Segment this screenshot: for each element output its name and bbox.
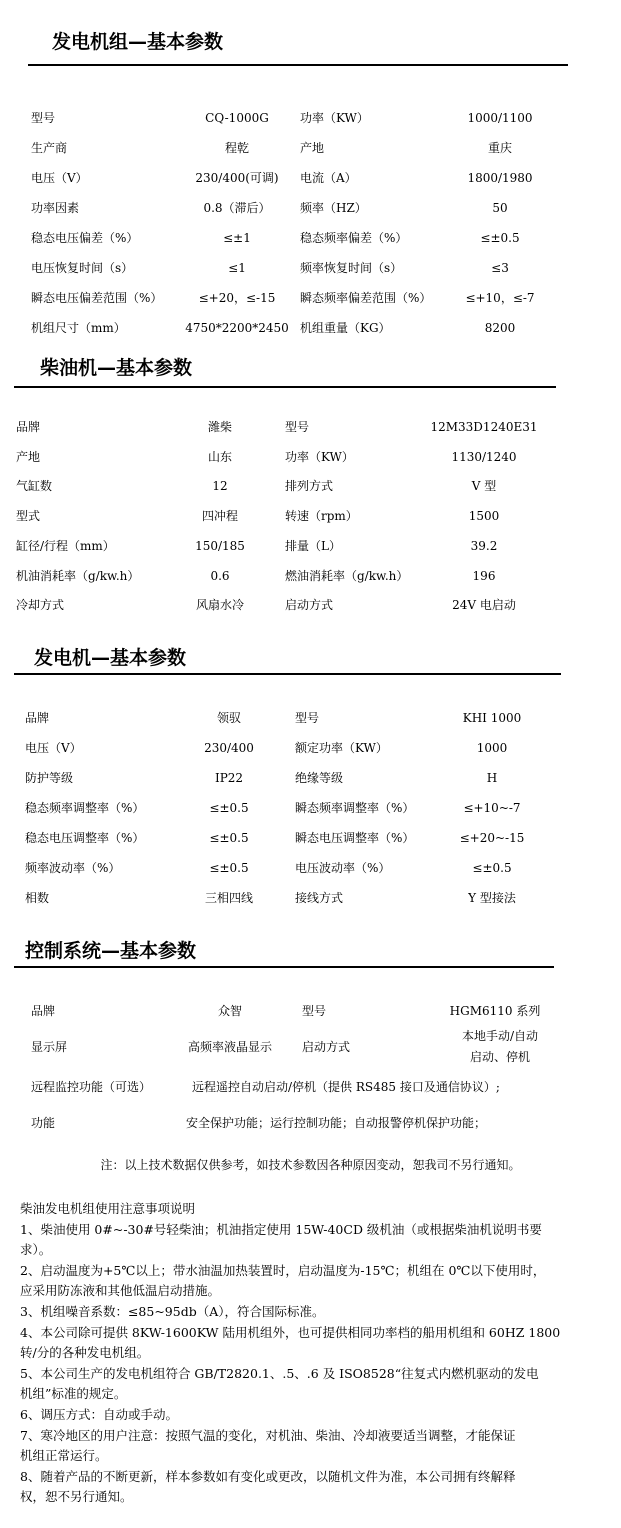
alternator-value-2: ≤±0.5	[472, 861, 512, 875]
control-brand-label: 品牌	[31, 1004, 56, 1018]
notes-line: 应采用防冻液和其他低温启动措施。	[20, 1283, 221, 1299]
genset-value-1: 程乾	[224, 141, 249, 155]
alternator-label-1: 稳态电压调整率（%）	[25, 831, 145, 845]
genset-label-2: 功率（KW）	[300, 111, 369, 125]
notes-line: 3、机组噪音系数：≤85~95db（A），符合国际标准。	[20, 1304, 325, 1319]
control-model-label: 型号	[302, 1004, 327, 1018]
engine-value-1: 山东	[207, 449, 232, 464]
genset-value-1: CQ-1000G	[205, 111, 269, 125]
engine-label-1: 产地	[16, 449, 41, 464]
genset-value-1: 4750*2200*2450	[185, 321, 289, 335]
engine-label-2: 燃油消耗率（g/kw.h）	[285, 568, 409, 583]
genset-row	[0, 107, 621, 129]
engine-label-2: 排列方式	[285, 479, 334, 494]
control-start-value-line2: 启动、停机	[469, 1050, 530, 1064]
disclaimer-note: 注：以上技术数据仅供参考，如技术参数因各种原因变动，恕我司不另行通知。	[100, 1158, 521, 1172]
alternator-value-1: 三相四线	[204, 891, 253, 905]
alternator-label-2: 型号	[295, 711, 320, 725]
alternator-value-1: ≤±0.5	[209, 801, 249, 815]
engine-row	[0, 446, 621, 468]
engine-label-1: 冷却方式	[16, 598, 65, 613]
control-display-label: 显示屏	[31, 1040, 68, 1054]
genset-label-1: 功率因素	[31, 201, 80, 215]
engine-value-1: 150/185	[195, 538, 245, 553]
genset-row	[0, 227, 621, 249]
alternator-row	[0, 707, 621, 729]
genset-label-2: 稳态频率偏差（%）	[300, 231, 408, 245]
control-start-label: 启动方式	[302, 1040, 351, 1054]
genset-label-2: 产地	[300, 141, 325, 155]
engine-title-divider	[14, 386, 556, 388]
genset-label-1: 瞬态电压偏差范围（%）	[31, 291, 163, 305]
notes-line: 机组正常运行。	[20, 1448, 108, 1464]
engine-label-2: 型号	[285, 420, 310, 434]
notes-line: 2、启动温度为+5℃以上；带水油温加热装置时，启动温度为-15℃；机组在 0℃以下使用时，	[20, 1262, 546, 1278]
engine-label-1: 机油消耗率（g/kw.h）	[16, 568, 140, 583]
genset-value-1: ≤+20，≤-15	[198, 291, 276, 305]
engine-label-2: 转速（rpm）	[285, 509, 358, 524]
control-model-value: HGM6110 系列	[449, 1004, 541, 1018]
notes-line: 求）。	[20, 1242, 52, 1258]
control-row-function	[0, 1112, 621, 1134]
alternator-label-2: 瞬态电压调整率（%）	[295, 831, 415, 845]
control-row-display	[0, 1025, 621, 1069]
notes-line: 8、随着产品的不断更新，样本参数如有变化或更改，以随机文件为准，本公司拥有终解释	[20, 1468, 516, 1484]
notes-line: 转/分的各种发电机组。	[20, 1345, 150, 1361]
engine-value-1: 潍柴	[207, 420, 232, 434]
notes-line: 机组”标准的规定。	[20, 1386, 127, 1402]
genset-title-divider	[28, 64, 568, 66]
genset-value-2: ≤3	[491, 261, 509, 275]
alternator-label-1: 品牌	[25, 711, 50, 725]
alternator-value-1: 领驭	[216, 711, 241, 725]
genset-label-1: 型号	[31, 111, 56, 125]
genset-value-2: 1800/1980	[467, 171, 533, 185]
notes-line: 6、调压方式：自动或手动。	[20, 1407, 178, 1422]
engine-value-2: 12M33D1240E31	[430, 420, 538, 434]
control-section-title: 控制系统—基本参数	[25, 940, 197, 962]
genset-value-2: ≤±0.5	[480, 231, 520, 245]
genset-row	[0, 167, 621, 189]
engine-value-2: 24V 电启动	[452, 598, 516, 613]
control-row-remote	[0, 1076, 621, 1098]
genset-value-2: ≤+10，≤-7	[465, 291, 535, 305]
alternator-label-2: 瞬态频率调整率（%）	[295, 801, 415, 815]
genset-label-2: 电流（A）	[300, 171, 357, 185]
alternator-value-2: 1000	[476, 741, 508, 755]
engine-row	[0, 416, 621, 438]
genset-label-2: 机组重量（KG）	[300, 321, 391, 335]
control-brand-value: 众智	[217, 1004, 242, 1018]
alternator-value-1: 230/400	[204, 741, 254, 755]
alternator-label-1: 频率波动率（%）	[25, 861, 121, 875]
engine-value-2: 1130/1240	[451, 449, 517, 464]
alternator-section-title: 发电机—基本参数	[34, 647, 187, 669]
engine-row	[0, 505, 621, 527]
engine-value-1: 0.6	[210, 568, 230, 583]
alternator-value-2: ≤+10~-7	[463, 801, 521, 815]
genset-row	[0, 257, 621, 279]
control-remote-label: 远程监控功能（可选）	[31, 1080, 152, 1094]
genset-value-2: 1000/1100	[467, 111, 533, 125]
alternator-label-2: 额定功率（KW）	[295, 741, 388, 755]
genset-value-2: 重庆	[487, 141, 512, 155]
engine-label-2: 启动方式	[285, 598, 334, 613]
engine-row	[0, 535, 621, 557]
engine-row	[0, 594, 621, 616]
alternator-label-2: 绝缘等级	[295, 771, 344, 785]
alternator-row	[0, 887, 621, 909]
control-function-label: 功能	[31, 1116, 56, 1130]
alternator-value-2: ≤+20~-15	[459, 831, 525, 845]
alternator-label-1: 电压（V）	[25, 741, 82, 755]
engine-row	[0, 565, 621, 587]
control-display-value: 高频率液晶显示	[187, 1040, 272, 1054]
notes-heading: 柴油发电机组使用注意事项说明	[20, 1201, 196, 1216]
genset-row	[0, 317, 621, 339]
alternator-label-1: 稳态频率调整率（%）	[25, 801, 145, 815]
alternator-label-2: 电压波动率（%）	[295, 861, 391, 875]
genset-row	[0, 197, 621, 219]
genset-value-2: 8200	[484, 321, 516, 335]
genset-row	[0, 287, 621, 309]
engine-value-2: 196	[472, 568, 496, 583]
control-start-value-line1: 本地手动/自动	[461, 1029, 539, 1043]
alternator-title-divider	[14, 673, 561, 675]
engine-section-title: 柴油机—基本参数	[40, 357, 193, 379]
genset-row	[0, 137, 621, 159]
genset-label-1: 生产商	[31, 141, 68, 155]
engine-label-1: 缸径/行程（mm）	[16, 538, 115, 553]
alternator-value-2: KHI 1000	[462, 711, 522, 725]
genset-section-title: 发电机组—基本参数	[52, 31, 224, 53]
engine-label-2: 功率（KW）	[285, 449, 354, 464]
engine-label-1: 气缸数	[16, 479, 53, 494]
notes-line: 4、本公司除可提供 8KW-1600KW 陆用机组外，也可提供相同功率档的船用机组和 60HZ 1800	[20, 1324, 561, 1340]
engine-value-1: 四冲程	[201, 509, 238, 524]
control-function-value: 安全保护功能；运行控制功能；自动报警停机保护功能；	[186, 1116, 487, 1130]
alternator-label-1: 相数	[25, 891, 50, 905]
engine-label-1: 型式	[16, 509, 41, 524]
engine-value-2: 39.2	[470, 538, 498, 553]
genset-label-1: 机组尺寸（mm）	[31, 321, 126, 335]
alternator-value-1: ≤±0.5	[209, 831, 249, 845]
engine-label-1: 品牌	[16, 420, 41, 434]
engine-value-1: 12	[212, 479, 228, 494]
alternator-row	[0, 737, 621, 759]
genset-label-2: 瞬态频率偏差范围（%）	[300, 291, 432, 305]
genset-value-1: 0.8（滞后）	[203, 201, 271, 215]
engine-row	[0, 475, 621, 497]
alternator-label-1: 防护等级	[25, 771, 74, 785]
engine-value-2: 1500	[468, 509, 500, 524]
alternator-row	[0, 827, 621, 849]
genset-label-2: 频率（HZ）	[300, 201, 367, 215]
alternator-value-2: Y 型接法	[468, 891, 516, 905]
genset-label-1: 电压恢复时间（s）	[31, 261, 134, 275]
genset-label-1: 电压（V）	[31, 171, 88, 185]
alternator-label-2: 接线方式	[295, 891, 344, 905]
genset-value-1: ≤1	[228, 261, 246, 275]
alternator-row	[0, 857, 621, 879]
notes-line: 权，恕不另行通知。	[20, 1489, 133, 1505]
notes-line: 5、本公司生产的发电机组符合 GB/T2820.1、.5、.6 及 ISO8528“往复式内燃机驱动的发电	[20, 1365, 539, 1381]
genset-value-2: 50	[492, 201, 508, 215]
engine-value-1: 风扇水冷	[195, 598, 244, 613]
alternator-value-1: ≤±0.5	[209, 861, 249, 875]
control-remote-value: 远程遥控自动启动/停机（提供 RS485 接口及通信协议）;	[192, 1080, 500, 1094]
alternator-value-1: IP22	[214, 771, 244, 785]
notes-line: 7、寒冷地区的用户注意：按照气温的变化，对机油、柴油、冷却液要适当调整，才能保证	[20, 1427, 516, 1443]
alternator-row	[0, 797, 621, 819]
genset-label-2: 频率恢复时间（s）	[300, 261, 403, 275]
engine-value-2: V 型	[471, 479, 497, 494]
genset-value-1: 230/400(可调)	[195, 171, 279, 185]
control-title-divider	[14, 966, 554, 968]
engine-label-2: 排量（L）	[285, 538, 341, 553]
alternator-value-2: H	[486, 771, 498, 785]
genset-value-1: ≤±1	[223, 231, 251, 245]
notes-line: 1、柴油使用 0#~-30#号轻柴油；机油指定使用 15W-40CD 级机油（或根据柴油机说明书要	[20, 1221, 542, 1237]
genset-label-1: 稳态电压偏差（%）	[31, 231, 139, 245]
control-row-brand	[0, 1000, 621, 1022]
alternator-row	[0, 767, 621, 789]
